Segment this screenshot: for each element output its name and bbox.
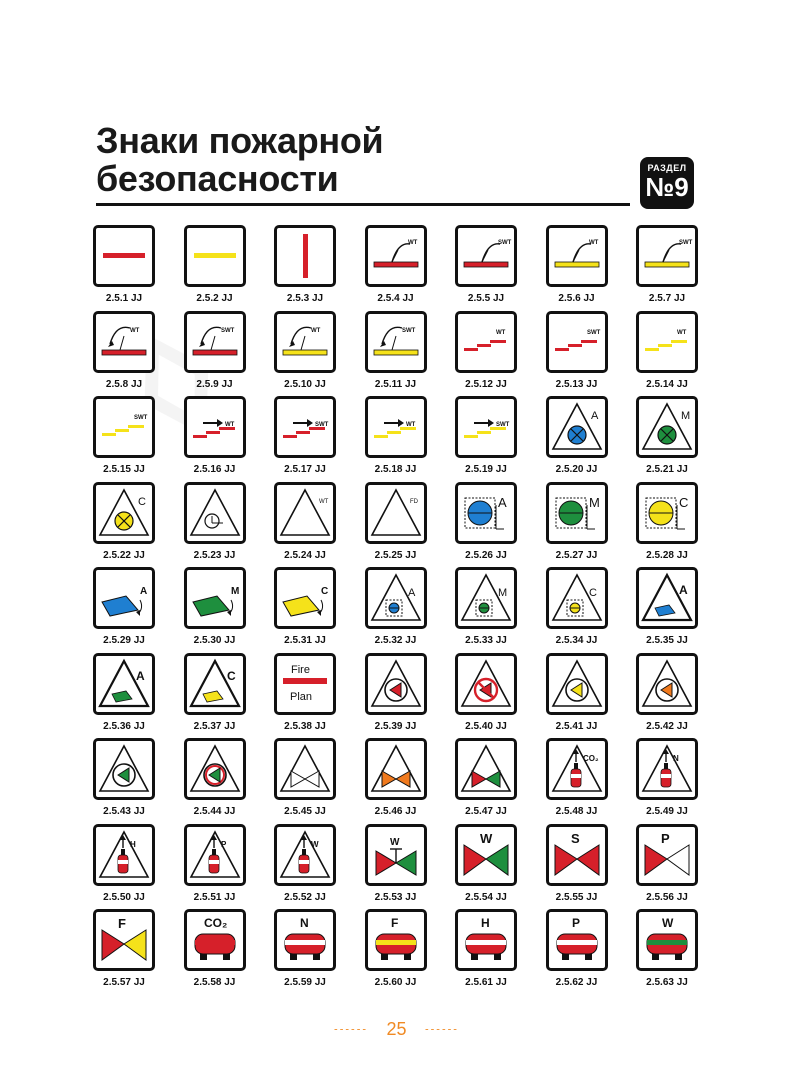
svg-text:S: S [570,830,580,846]
sign-cell [545,225,625,307]
safety-sign-icon [546,567,608,629]
sign-cell [183,225,263,307]
sign-code: 2.5.17 JJ [284,464,326,475]
sign-code: 2.5.29 JJ [103,635,145,646]
safety-sign-icon [93,824,155,886]
svg-text:CO₂: CO₂ [203,916,227,930]
svg-text:C: C [321,586,329,597]
svg-text:H: H [481,916,490,930]
sign-code: 2.5.55 JJ [555,891,598,903]
sign-code: 2.5.2 JJ [196,293,233,304]
svg-text:WT: WT [405,422,415,428]
sign-code: 2.5.40 JJ [465,720,507,732]
footer-dashes-right: ------ [424,1023,459,1036]
section-badge-number: №9 [645,172,689,202]
safety-sign-icon [184,738,246,800]
safety-sign-icon [184,909,246,971]
sign-code: 2.5.45 JJ [284,806,326,817]
svg-text:Plan: Plan [290,690,313,703]
svg-text:W: W [311,839,319,849]
safety-sign-icon [93,225,155,287]
svg-text:F: F [390,916,398,930]
safety-sign-icon [274,482,336,544]
safety-sign-icon [184,653,246,715]
sign-cell [183,653,263,735]
safety-sign-icon [365,225,427,287]
safety-sign-icon [546,653,608,715]
svg-text:SWT: SWT [498,240,512,246]
sign-code: 2.5.35 JJ [646,635,688,646]
safety-sign-icon [546,311,608,373]
svg-text:A: A [140,586,148,597]
svg-text:A: A [590,410,598,422]
svg-text:WT: WT [319,498,329,505]
safety-sign-icon [636,225,698,287]
svg-text:P: P [220,839,226,849]
sign-cell [635,567,715,649]
svg-text:WT: WT [311,327,321,334]
sign-code: 2.5.9 JJ [196,378,233,390]
sign-code: 2.5.1 JJ [105,293,143,304]
sign-code: 2.5.49 JJ [646,806,688,817]
sign-cell [454,909,534,991]
sign-cell [545,653,625,735]
safety-sign-icon [274,311,336,373]
safety-sign-icon [455,824,517,886]
sign-code: 2.5.20 JJ [555,464,598,475]
sign-cell [183,824,263,906]
svg-text:SWT: SWT [679,240,693,246]
sign-grid [92,225,702,990]
page-title [96,122,383,198]
svg-text:A: A [136,668,145,683]
svg-text:C: C [138,495,146,508]
sign-code: 2.5.60 JJ [374,977,417,988]
sign-cell [545,909,625,991]
section-badge-label: РАЗДЕЛ [647,163,687,173]
safety-sign-icon [455,567,517,629]
sign-cell [364,225,444,307]
sign-cell [273,567,353,649]
sign-cell [454,824,534,906]
svg-text:C: C [588,587,597,599]
sign-code: 2.5.30 JJ [193,635,236,646]
safety-sign-icon [365,311,427,373]
safety-sign-icon [93,738,155,800]
sign-code: 2.5.43 JJ [103,806,145,817]
sign-code: 2.5.51 JJ [193,891,236,903]
sign-cell [635,225,715,307]
safety-sign-icon [455,653,517,715]
safety-sign-icon [365,567,427,629]
sign-code: 2.5.46 JJ [374,806,417,817]
sign-cell [454,311,534,393]
sign-code: 2.5.39 JJ [374,720,417,732]
sign-cell [92,909,172,991]
sign-code: 2.5.6 JJ [558,293,595,304]
sign-code: 2.5.32 JJ [374,635,417,646]
sign-code: 2.5.38 JJ [284,720,326,732]
safety-sign-icon [93,567,155,629]
page-footer [0,1019,793,1040]
page-title-line-2: безопасности [96,158,339,199]
safety-sign-icon [636,482,698,544]
sign-code: 2.5.61 JJ [465,977,507,988]
sign-code: 2.5.28 JJ [646,549,688,561]
safety-sign-icon [184,396,246,458]
sign-code: 2.5.52 JJ [284,891,326,903]
sign-code: 2.5.59 JJ [284,977,326,988]
safety-sign-icon [455,225,517,287]
sign-cell [92,738,172,820]
sign-cell [364,738,444,820]
sign-code: 2.5.16 JJ [193,464,236,475]
sign-cell [92,482,172,564]
sign-cell [183,482,263,564]
safety-sign-icon [93,396,155,458]
sign-code: 2.5.34 JJ [555,635,598,646]
sign-code: 2.5.27 JJ [555,549,598,561]
svg-text:C: C [226,668,236,683]
sign-cell [545,738,625,820]
sign-cell [183,909,263,991]
svg-text:WT: WT [588,240,598,246]
sign-cell [273,909,353,991]
svg-text:P: P [571,916,580,930]
sign-cell [273,824,353,906]
sign-code: 2.5.31 JJ [284,635,326,646]
safety-sign-icon [636,738,698,800]
safety-sign-icon [546,396,608,458]
sign-cell [273,482,353,564]
sign-cell [635,824,715,906]
sign-code: 2.5.53 JJ [374,891,417,903]
sign-cell [454,738,534,820]
safety-sign-icon [636,396,698,458]
safety-sign-icon [93,311,155,373]
section-badge [640,157,694,209]
sign-cell [364,653,444,735]
safety-sign-icon [93,482,155,544]
svg-text:WT: WT [224,422,234,428]
sign-cell [545,396,625,478]
safety-sign-icon [546,225,608,287]
title-underline [96,203,630,206]
svg-text:WT: WT [407,240,417,246]
sign-cell [635,738,715,820]
safety-sign-icon [274,738,336,800]
safety-sign-icon [184,482,246,544]
safety-sign-icon [274,396,336,458]
sign-cell [364,482,444,564]
safety-sign-icon [365,909,427,971]
sign-code: 2.5.25 JJ [374,549,417,561]
safety-sign-icon [365,824,427,886]
safety-sign-icon [636,909,698,971]
sign-cell [545,311,625,393]
sign-code: 2.5.23 JJ [193,549,236,561]
sign-code: 2.5.4 JJ [377,293,414,304]
sign-cell [273,738,353,820]
svg-text:M: M [498,587,508,599]
sign-code: 2.5.62 JJ [555,977,598,988]
safety-sign-icon [365,738,427,800]
svg-text:N: N [673,754,679,763]
safety-sign-icon [365,396,427,458]
sign-code: 2.5.58 JJ [193,977,236,988]
sign-cell [364,824,444,906]
sign-code: 2.5.56 JJ [646,891,688,903]
svg-text:W: W [389,836,399,848]
sign-code: 2.5.24 JJ [284,549,326,561]
safety-sign-icon [546,738,608,800]
svg-text:SWT: SWT [134,415,148,421]
safety-sign-icon [184,567,246,629]
sign-cell [545,824,625,906]
sign-code: 2.5.26 JJ [465,549,507,561]
sign-code: 2.5.7 JJ [648,293,686,304]
sign-cell [92,225,172,307]
sign-code: 2.5.57 JJ [103,977,145,988]
svg-text:SWT: SWT [220,327,234,334]
safety-sign-icon [93,653,155,715]
svg-text:F: F [118,916,126,931]
sign-code: 2.5.5 JJ [467,293,505,304]
sign-cell [92,396,172,478]
sign-code: 2.5.36 JJ [103,720,145,732]
sign-code: 2.5.10 JJ [284,378,326,390]
safety-sign-icon [455,311,517,373]
sign-cell [545,567,625,649]
sign-cell [364,909,444,991]
safety-sign-icon [184,311,246,373]
svg-text:SWT: SWT [315,422,329,428]
svg-text:M: M [588,494,600,510]
sign-code: 2.5.47 JJ [465,806,507,817]
svg-text:WT: WT [496,329,506,336]
svg-text:H: H [130,839,136,849]
safety-sign-icon [274,909,336,971]
page-number: 25 [386,1019,407,1039]
sign-cell [635,909,715,991]
safety-sign-icon [546,482,608,544]
sign-cell [454,653,534,735]
sign-cell [454,396,534,478]
safety-sign-icon [546,824,608,886]
sign-cell [454,225,534,307]
sign-code: 2.5.33 JJ [465,635,507,646]
svg-text:M: M [681,410,691,422]
sign-cell [273,311,353,393]
safety-sign-icon [93,909,155,971]
sign-code: 2.5.13 JJ [555,378,598,390]
sign-cell [635,653,715,735]
sign-code: 2.5.44 JJ [193,806,236,817]
svg-text:P: P [661,830,670,846]
safety-sign-icon [274,653,336,715]
safety-sign-icon [636,567,698,629]
sign-cell [273,653,353,735]
svg-text:M: M [230,586,239,597]
svg-text:WT: WT [677,329,687,336]
sign-code: 2.5.12 JJ [465,378,507,390]
sign-code: 2.5.3 JJ [286,293,324,304]
footer-dashes-left: ------ [334,1023,369,1036]
sign-cell [273,225,353,307]
sign-code: 2.5.37 JJ [193,720,236,732]
safety-sign-icon [274,225,336,287]
sign-cell [635,311,715,393]
page-title-line-1: Знаки пожарной [96,120,384,161]
svg-text:W: W [480,830,493,846]
svg-text:W: W [662,916,674,930]
safety-sign-icon [274,824,336,886]
sign-cell [545,482,625,564]
svg-text:A: A [498,494,507,510]
sign-code: 2.5.15 JJ [103,464,145,475]
sign-cell [92,653,172,735]
svg-text:WT: WT [130,327,140,334]
sign-cell [364,311,444,393]
sign-code: 2.5.8 JJ [105,378,143,390]
safety-sign-icon [546,909,608,971]
sign-code: 2.5.54 JJ [465,891,507,903]
sign-code: 2.5.63 JJ [646,977,688,988]
safety-sign-icon [455,738,517,800]
sign-code: 2.5.21 JJ [646,464,688,475]
safety-sign-icon [636,824,698,886]
sign-code: 2.5.22 JJ [103,549,145,561]
sign-cell [635,396,715,478]
svg-text:N: N [300,916,309,930]
sign-code: 2.5.14 JJ [646,378,688,390]
sign-code: 2.5.50 JJ [103,891,145,903]
svg-text:C: C [679,494,689,510]
sign-code: 2.5.11 JJ [374,378,417,390]
sign-cell [92,824,172,906]
sign-cell [364,567,444,649]
svg-text:A: A [679,583,688,597]
safety-sign-icon [455,482,517,544]
svg-text:CO₂: CO₂ [582,754,599,763]
sign-code: 2.5.42 JJ [646,720,688,732]
sign-cell [92,311,172,393]
safety-sign-icon [455,396,517,458]
safety-sign-icon [636,311,698,373]
sign-cell [364,396,444,478]
svg-text:SWT: SWT [401,327,415,334]
sign-cell [454,482,534,564]
sign-code: 2.5.41 JJ [555,720,598,732]
sign-code: 2.5.48 JJ [555,806,598,817]
safety-sign-icon [365,653,427,715]
sign-cell [635,482,715,564]
sign-cell [183,567,263,649]
safety-sign-icon [184,824,246,886]
svg-text:A: A [407,587,415,599]
safety-sign-icon [636,653,698,715]
sign-code: 2.5.18 JJ [374,464,417,475]
sign-cell [183,311,263,393]
safety-sign-icon [365,482,427,544]
svg-text:FD: FD [409,498,418,505]
svg-text:SWT: SWT [496,422,510,428]
sign-cell [454,567,534,649]
svg-text:Fire: Fire [291,663,310,676]
safety-sign-icon [274,567,336,629]
sign-cell [183,738,263,820]
svg-text:SWT: SWT [586,329,600,336]
sign-code: 2.5.19 JJ [465,464,507,475]
sign-cell [273,396,353,478]
sign-cell [92,567,172,649]
sign-cell [183,396,263,478]
safety-sign-icon [455,909,517,971]
safety-sign-icon [184,225,246,287]
